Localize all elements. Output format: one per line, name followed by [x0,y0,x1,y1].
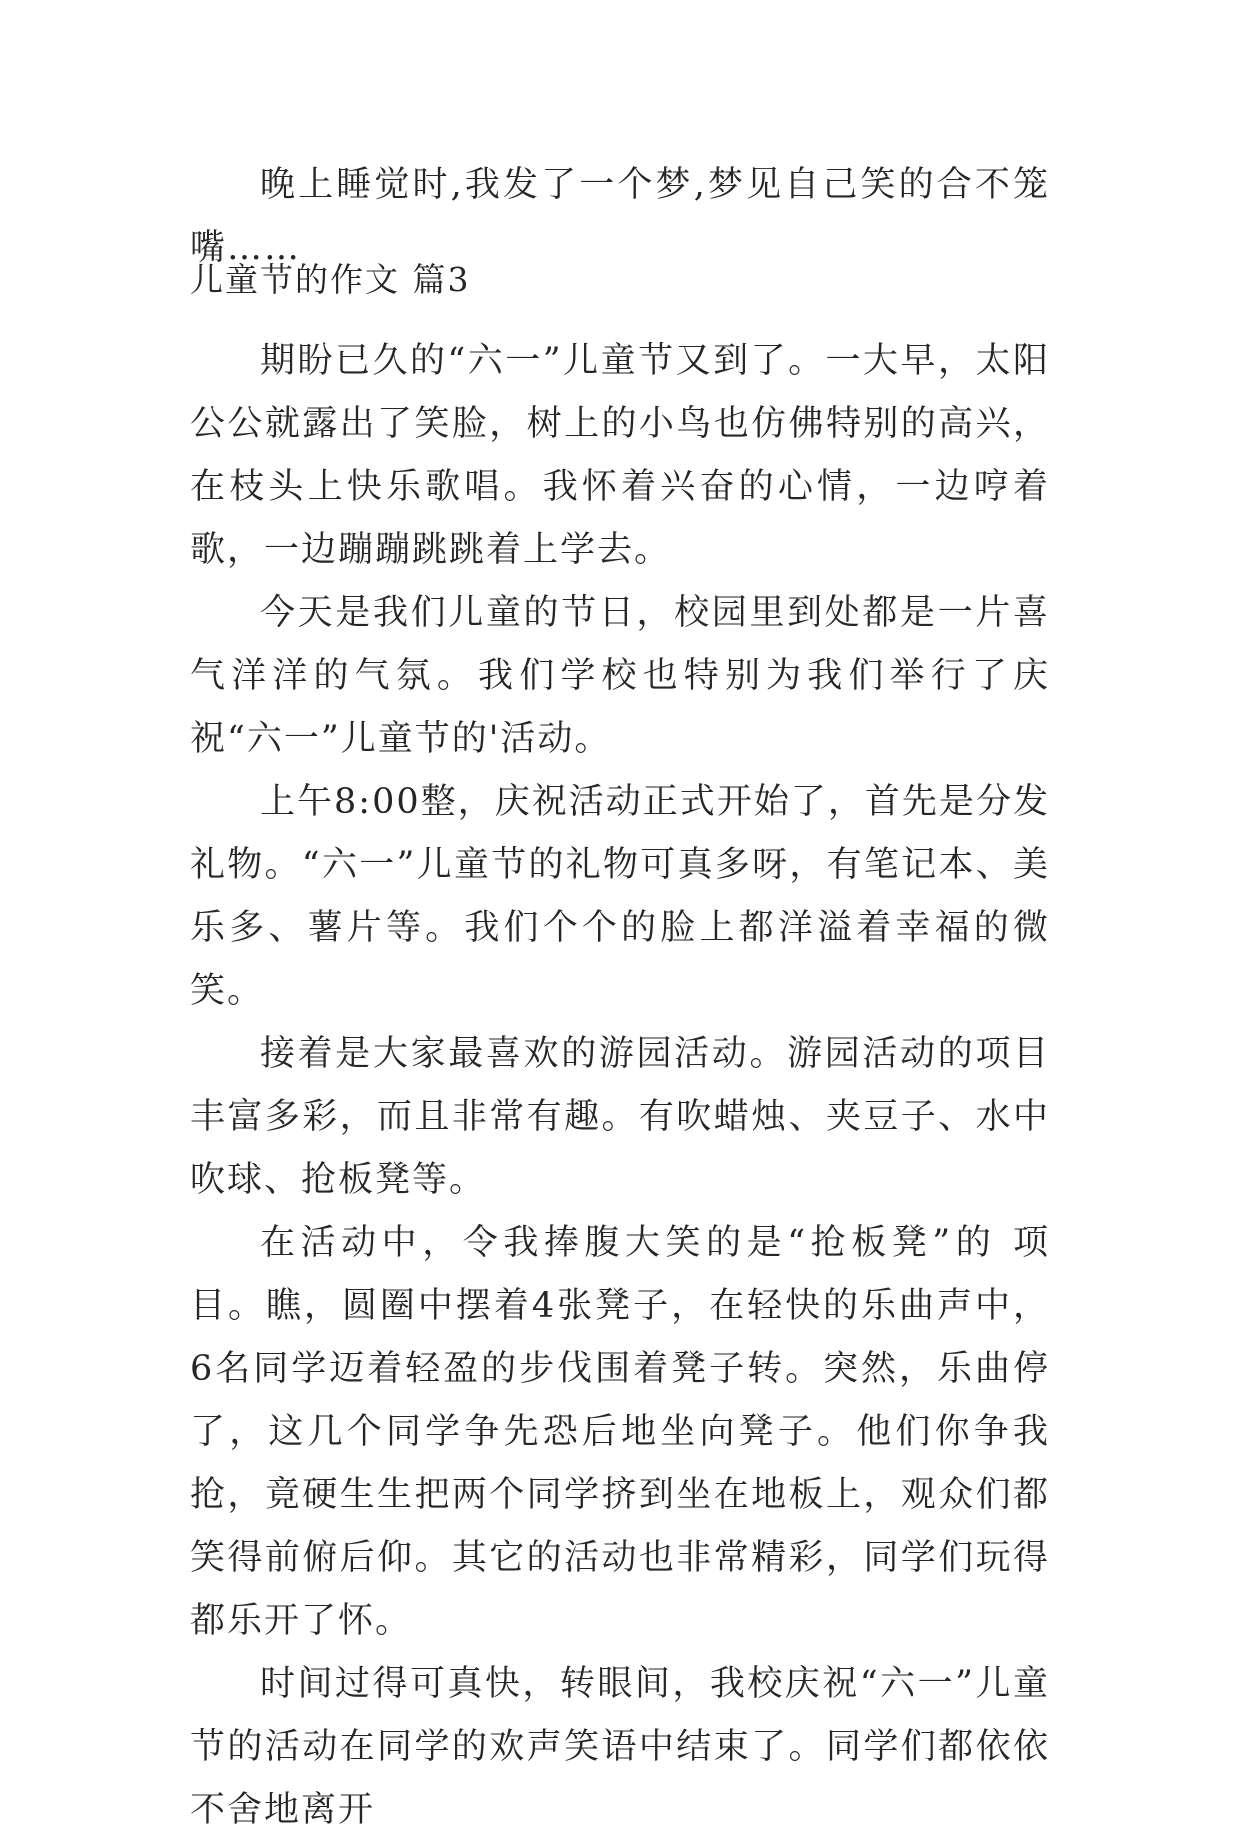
essay-paragraph-6: 时间过得可真快，转眼间，我校庆祝“六一”儿童节的活动在同学的欢声笑语中结束了。同学们都依依不舍地离开 [190,1664,1050,1830]
essay-body [190,330,1050,1842]
essay-paragraph-1: 期盼已久的“六一”儿童节又到了。一大早，太阳公公就露出了笑脸，树上的小鸟也仿佛特别的高兴，在枝头上快乐歌唱。我怀着兴奋的心情，一边哼着歌，一边蹦蹦跳跳着上学去。 [190,341,1050,570]
essay-paragraph-5: 在活动中，令我捧腹大笑的是“抢板凳”的 项目。瞧，圆圈中摆着4张凳子，在轻快的乐曲声中，6名同学迈着轻盈的步伐围着凳子转。突然，乐曲停了，这几个同学争先恐后地坐向凳子。他们你争我抢，竟硬生生把两个同学挤到坐在地板上，观众们都笑得前俯后仰。其它的活动也非常精彩，同学们玩得都乐开了怀。 [190,1223,1050,1641]
essay-paragraph-2: 今天是我们儿童的节日，校园里到处都是一片喜气洋洋的气氛。我们学校也特别为我们举行了庆祝“六一”儿童节的'活动。 [190,593,1050,759]
section-heading: 儿童节的作文 篇3 [190,260,471,299]
intro-paragraph: 晚上睡觉时,我发了一个梦,梦见自己笑的合不笼嘴…… [190,165,1050,268]
essay-paragraph-3: 上午8:00整，庆祝活动正式开始了，首先是分发礼物。“六一”儿童节的礼物可真多呀，有笔记本、美乐多、薯片等。我们个个的脸上都洋溢着幸福的微笑。 [190,782,1050,1011]
essay-paragraph-4: 接着是大家最喜欢的游园活动。游园活动的项目丰富多彩，而且非常有趣。有吹蜡烛、夹豆子、水中吹球、抢板凳等。 [190,1034,1050,1200]
